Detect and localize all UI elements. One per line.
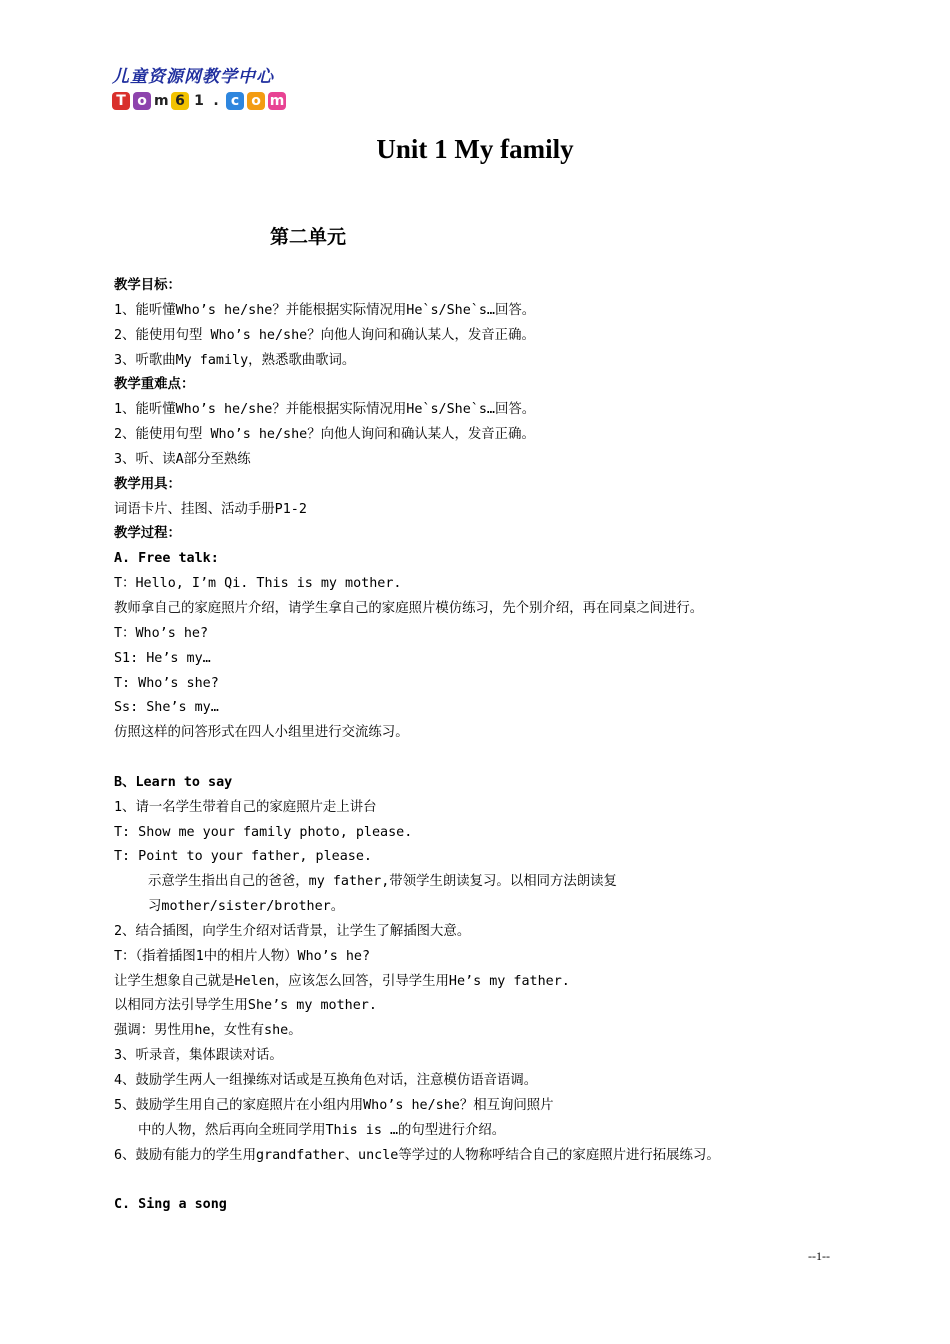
- logo-letter: .: [213, 93, 219, 109]
- logo-letter: 6: [171, 92, 189, 110]
- text-line: 3、听、读A部分至熟练: [114, 451, 251, 467]
- text-line: 仿照这样的问答形式在四人小组里进行交流练习。: [114, 725, 409, 741]
- text-line: 习mother/sister/brother。: [148, 899, 345, 915]
- text-line: 让学生想象自己就是Helen，应该怎么回答，引导学生用He’s my father.: [114, 973, 570, 989]
- logo-letter: o: [133, 92, 151, 110]
- text-line: 3、听录音，集体跟读对话。: [114, 1048, 283, 1064]
- logo-letter: 1: [194, 93, 204, 109]
- logo-letter: m: [269, 93, 285, 109]
- text-line: 4、鼓励学生两人一组操练对话或是互换角色对话，注意模仿语音语调。: [114, 1073, 538, 1088]
- logo-letter: m: [154, 93, 169, 109]
- text-line: S1: He’s my…: [114, 650, 211, 666]
- text-line: 示意学生指出自己的爸爸，my father,带领学生朗读复习。以相同方法朗读复: [148, 874, 617, 890]
- text-line: 1、能听懂Who’s he/she？并能根据实际情况用He`s/She`s…回答。: [114, 402, 536, 418]
- section-heading: 教学过程：: [114, 526, 181, 542]
- text-line: 教师拿自己的家庭照片介绍，请学生拿自己的家庭照片模仿练习，先个别介绍，再在同桌之间进行。: [114, 600, 704, 616]
- text-line: 2、能使用句型 Who’s he/she？向他人询问和确认某人，发音正确。: [114, 327, 535, 343]
- logo-letter: c: [226, 92, 244, 110]
- section-heading: C. Sing a song: [114, 1197, 227, 1213]
- text-line: 2、结合插图，向学生介绍对话背景，让学生了解插图大意。: [114, 923, 471, 939]
- blank-line: [114, 1168, 854, 1193]
- section-heading: 教学目标：: [114, 278, 181, 293]
- document-title: Unit 1 My family: [376, 134, 574, 164]
- logo-letter: o: [247, 92, 265, 110]
- text-line: 1、请一名学生带着自己的家庭照片走上讲台: [114, 799, 377, 815]
- section-heading: B、Learn to say: [114, 774, 233, 790]
- page-number: --1--: [808, 1249, 830, 1263]
- text-line: T：（指着插图1中的相片人物）Who’s he?: [114, 948, 371, 964]
- section-heading: 教学重难点：: [114, 377, 195, 393]
- text-line: T: Who’s she?: [114, 675, 219, 691]
- text-line: 强调：男性用he，女性有she。: [114, 1023, 302, 1039]
- text-line: 1、能听懂Who’s he/she？并能根据实际情况用He`s/She`s…回答。: [114, 302, 536, 318]
- text-line: 5、鼓励学生用自己的家庭照片在小组内用Who’s he/she？相互询问照片: [114, 1097, 554, 1113]
- text-line: 6、鼓励有能力的学生用grandfather、uncle等学过的人物称呼结合自己的家庭照片进行拓展练习。: [114, 1147, 720, 1163]
- site-logo: [112, 66, 322, 116]
- section-heading: 教学用具：: [114, 476, 181, 492]
- text-line: 3、听歌曲My family，熟悉歌曲歌词。: [114, 352, 356, 368]
- section-heading: A. Free talk:: [114, 551, 219, 567]
- text-line: 中的人物，然后再向全班同学用This is …的句型进行介绍。: [138, 1122, 506, 1138]
- text-line: 以相同方法引导学生用She’s my mother.: [114, 998, 377, 1014]
- text-line: Ss: She’s my…: [114, 700, 219, 716]
- text-line: T：Hello, I’m Qi. This is my mother.: [114, 576, 402, 592]
- unit-heading: 第二单元: [270, 226, 347, 248]
- text-line: 2、能使用句型 Who’s he/she？向他人询问和确认某人，发音正确。: [114, 427, 535, 443]
- text-line: T: Show me your family photo, please.: [114, 824, 413, 840]
- logo-letters: [112, 90, 322, 112]
- lesson-body: [114, 274, 854, 1218]
- text-line: T：Who’s he?: [114, 625, 209, 641]
- logo-site-name: 儿童资源网教学中心: [112, 67, 274, 87]
- text-line: T: Point to your father, please.: [114, 849, 372, 865]
- logo-letter: T: [112, 92, 130, 110]
- text-line: 词语卡片、挂图、活动手册P1-2: [114, 501, 307, 517]
- blank-line: [114, 746, 854, 771]
